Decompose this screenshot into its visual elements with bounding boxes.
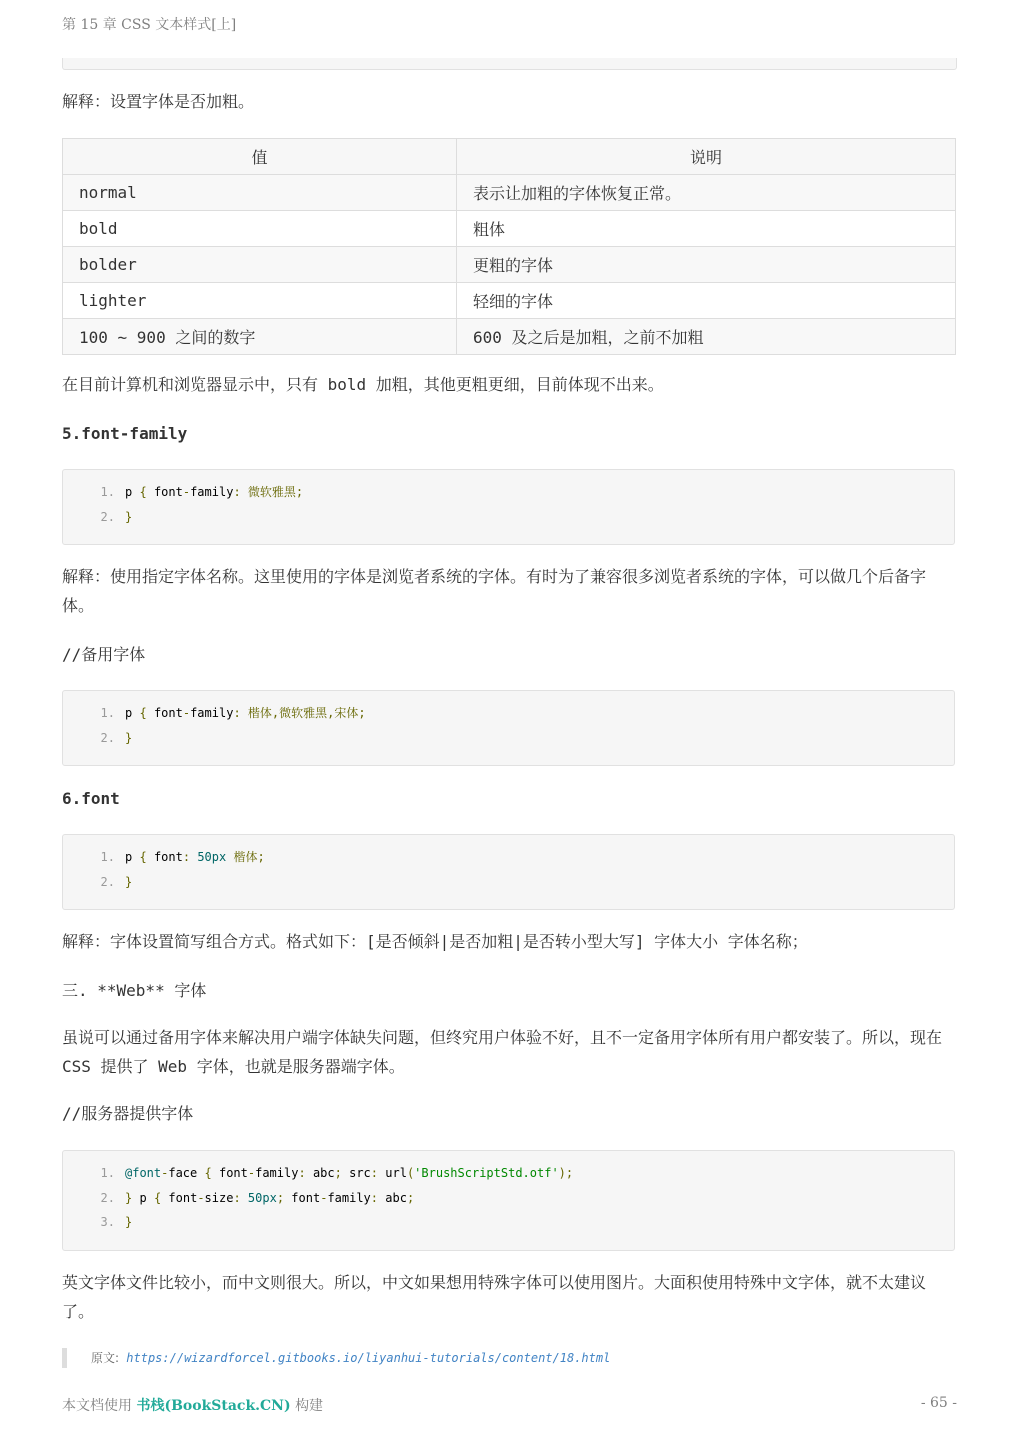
code-line: 2. } p { font-size: 50px; font-family: abc; <box>100 1190 415 1205</box>
source-label: 原文: <box>91 1351 120 1365</box>
code-line: 1. @font-face { font-family: abc; src: url('BrushScriptStd.otf'); <box>100 1166 574 1180</box>
table-cell-description: 轻细的字体 <box>457 283 956 319</box>
font-weight-values-table <box>62 138 956 355</box>
server-font-comment: //服务器提供字体 <box>62 1104 194 1123</box>
table-cell-value: lighter <box>63 283 457 319</box>
source-link[interactable]: https://wizardforcel.gitbooks.io/liyanhui-tutorials/content/18.html <box>126 1351 611 1365</box>
code-block-font-face <box>62 1150 955 1251</box>
table-header-description: 说明 <box>457 139 956 175</box>
font-weight-explanation: 解释：设置字体是否加粗。 <box>62 92 255 111</box>
code-line: 3. } <box>100 1215 133 1229</box>
footer-brand-link[interactable]: 书栈(BookStack.CN) <box>136 1398 291 1414</box>
table-cell-description: 粗体 <box>457 211 956 247</box>
section-heading-web-font: 三. **Web** 字体 <box>62 981 207 1000</box>
code-line: 1. p { font-family: 楷体,微软雅黑,宋体; <box>100 706 366 720</box>
fallback-font-comment: //备用字体 <box>62 645 146 664</box>
code-line: 1. p { font-family: 微软雅黑; <box>100 485 304 499</box>
font-family-explanation: 解释：使用指定字体名称。这里使用的字体是浏览者系统的字体。有时为了兼容很多浏览者系统的字体，可以做几个后备字体。 <box>62 567 927 615</box>
font-weight-note: 在目前计算机和浏览器显示中，只有 bold 加粗，其他更粗更细，目前体现不出来。 <box>62 375 664 394</box>
footer-prefix: 本文档使用 <box>62 1398 132 1414</box>
previous-code-block-end <box>62 58 957 70</box>
code-line: 2. } <box>100 730 133 745</box>
page-header: 第 15 章 CSS 文本样式[上] <box>62 17 237 33</box>
table-cell-value: bold <box>63 211 457 247</box>
table-row <box>63 211 956 247</box>
table-cell-value: normal <box>63 175 457 211</box>
code-block-font <box>62 834 955 910</box>
source-blockquote <box>62 1348 610 1368</box>
code-block-font-family <box>62 469 955 545</box>
closing-paragraph: 英文字体文件比较小，而中文则很大。所以，中文如果想用特殊字体可以使用图片。大面积使用特殊中文字体，就不太建议了。 <box>62 1273 927 1321</box>
page-number: - 65 - <box>920 1395 957 1411</box>
table-cell-value: 100 ~ 900 之间的数字 <box>63 319 457 355</box>
section-heading-font-family: 5.font-family <box>62 424 188 443</box>
table-cell-description: 更粗的字体 <box>457 247 956 283</box>
font-shorthand-explanation: 解释：字体设置简写组合方式。格式如下：[是否倾斜|是否加粗|是否转小型大写] 字体大小 字体名称； <box>62 932 808 951</box>
table-cell-value: bolder <box>63 247 457 283</box>
code-line: 2. } <box>100 874 133 889</box>
table-row <box>63 319 956 355</box>
web-font-paragraph: 虽说可以通过备用字体来解决用户端字体缺失问题，但终究用户体验不好，且不一定备用字体所有用户都安装了。所以，现在 CSS 提供了 Web 字体，也就是服务器端字体。 <box>62 1028 943 1076</box>
table-row <box>63 283 956 319</box>
table-cell-description: 表示让加粗的字体恢复正常。 <box>457 175 956 211</box>
code-line: 2. } <box>100 509 133 524</box>
section-heading-font: 6.font <box>62 789 120 808</box>
table-header-value: 值 <box>63 139 457 175</box>
code-line: 1. p { font: 50px 楷体; <box>100 850 265 864</box>
table-header-row <box>63 139 956 175</box>
table-cell-description: 600 及之后是加粗，之前不加粗 <box>457 319 956 355</box>
footer-suffix: 构建 <box>295 1398 324 1414</box>
code-block-fallback-fonts <box>62 690 955 766</box>
footer-credit <box>62 1395 323 1415</box>
table-row <box>63 175 956 211</box>
table-row <box>63 247 956 283</box>
